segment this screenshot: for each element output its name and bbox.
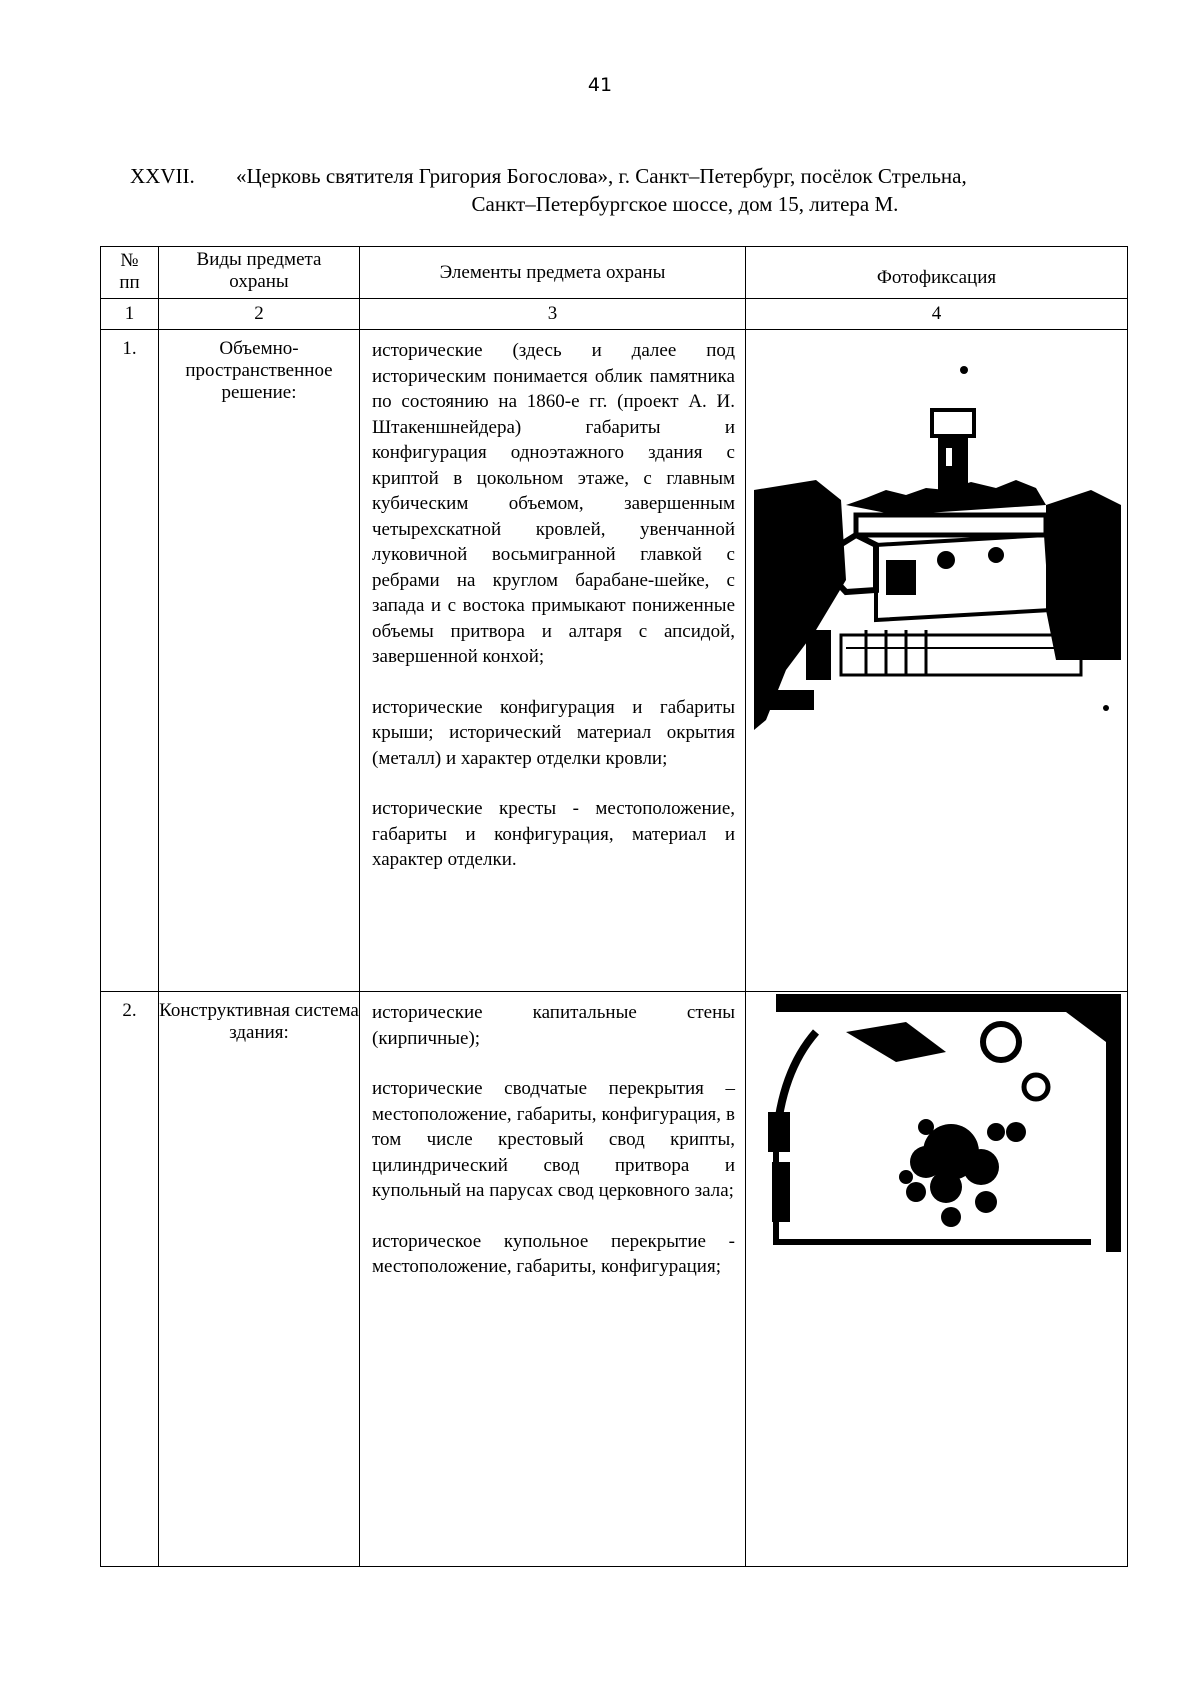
element-paragraph: исторические кресты - местоположение, габариты и конфигурация, материал и характер отделки. bbox=[372, 798, 735, 870]
element-paragraph: историческое купольное перекрытие - местоположение, габариты, конфигурация; bbox=[372, 1230, 735, 1277]
heading-line-2: Санкт–Петербургское шоссе, дом 15, литера М. bbox=[471, 192, 899, 216]
col-number: 4 bbox=[746, 299, 1128, 330]
document-heading bbox=[130, 162, 1120, 218]
protection-table bbox=[100, 246, 1128, 1567]
row-kind: Конструктивная система здания: bbox=[159, 992, 360, 1567]
header-photo: Фотофиксация bbox=[746, 247, 1128, 299]
table-row bbox=[101, 992, 1128, 1567]
page-number: 41 bbox=[587, 74, 613, 96]
row-number: 2. bbox=[101, 992, 159, 1567]
photo-cell bbox=[746, 992, 1128, 1567]
row-elements bbox=[360, 992, 746, 1567]
col-number: 3 bbox=[360, 299, 746, 330]
row-number: 1. bbox=[101, 330, 159, 992]
element-paragraph: исторические (здесь и далее под историческим понимается облик памятника по состоянию на 1860-е гг. (проект А. И. Штакеншнейдера) габариты и конфигурация одноэтажного здания с криптой в цокольном этаже, с главным кубическим объемом, завершенным четырехскатной кровлей, увенчанной луковичной восьмигранной главкой с ребрами на круглом барабане-шейке, с запада и с востока примыкают пониженные объемы притвора и алтаря с апсидой, завершенной конхой; bbox=[372, 340, 735, 667]
photo-cell bbox=[746, 330, 1128, 992]
header-kind: Виды предмета охраны bbox=[159, 247, 360, 299]
table-row bbox=[101, 330, 1128, 992]
col-number: 2 bbox=[159, 299, 360, 330]
element-paragraph: исторические капитальные стены (кирпичные); bbox=[372, 1002, 735, 1049]
row-kind: Объемно-пространственное решение: bbox=[159, 330, 360, 992]
section-number: XXVII. bbox=[130, 164, 195, 188]
church-interior-photo bbox=[746, 992, 1126, 1252]
header-no: № пп bbox=[101, 247, 159, 299]
column-number-row bbox=[101, 299, 1128, 330]
header-elements: Элементы предмета охраны bbox=[360, 247, 746, 299]
element-paragraph: исторические конфигурация и габариты крыши; исторический материал окрытия (металл) и характер отделки кровли; bbox=[372, 696, 735, 769]
heading-line-1: «Церковь святителя Григория Богослова», г. Санкт–Петербург, посёлок Стрельна, bbox=[236, 164, 967, 188]
element-paragraph: исторические сводчатые перекрытия – местоположение, габариты, конфигурация, в том числе крестовый свод крипты, цилиндрический свод притвора и купольный на парусах свод церковного зала; bbox=[372, 1078, 735, 1201]
col-number: 1 bbox=[101, 299, 159, 330]
row-elements bbox=[360, 330, 746, 992]
church-exterior-photo bbox=[746, 330, 1126, 750]
